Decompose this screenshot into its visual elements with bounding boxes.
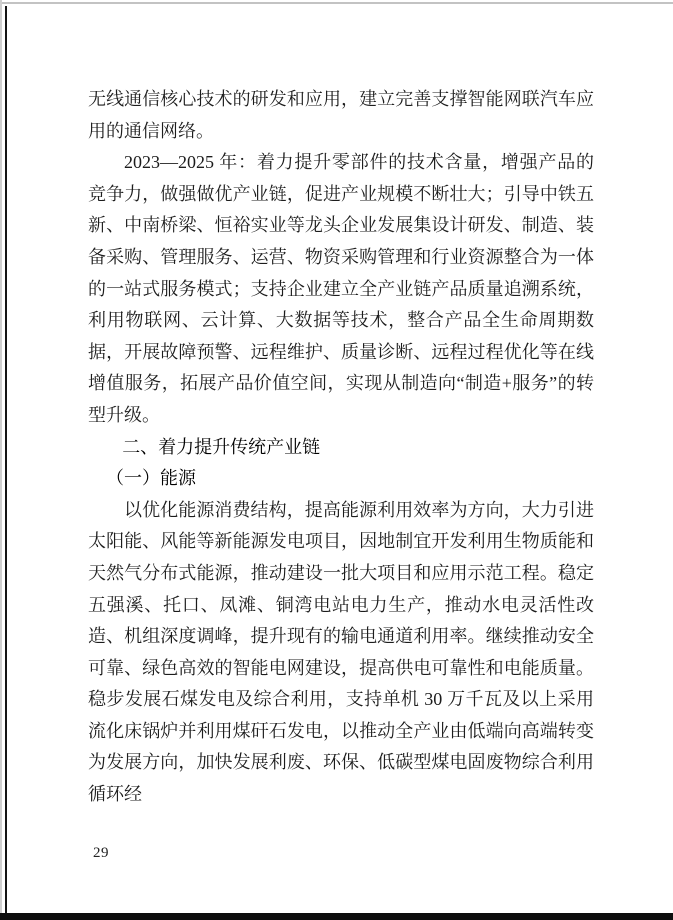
page-left-rule [5, 6, 7, 913]
page-number: 29 [93, 845, 109, 861]
window-border-left [0, 0, 2, 920]
paragraph-energy-development: 以优化能源消费结构，提高能源利用效率为方向，大力引进太阳能、风能等新能源发电项目，因地制宜开发利用生物质能和天然气分布式能源，推动建设一批大项目和应用示范工程。稳定五强溪、托口、凤滩、铜湾电站电力生产，推动水电灵活性改造、机组深度调峰，提升现有的输电通道利用率。继续推动安全可靠、绿色高效的智能电网建设，提高供电可靠性和电能质量。稳步发展石煤发电及综合利用，支持单机 30 万千瓦及以上采用流化床锅炉并利用煤矸石发电，以推动全产业由低端向高端转变为发展方向，加快发展利废、环保、低碳型煤电固废物综合利用循环经 [88, 499, 594, 805]
page-bottom-rule [0, 913, 673, 920]
paragraph-communication-network: 无线通信核心技术的研发和应用，建立完善支撑智能网联汽车应用的通信网络。 [88, 89, 594, 141]
paragraph-2023-2025-plan: 2023—2025 年：着力提升零部件的技术含量，增强产品的竞争力，做强做优产业链，促进产业规模不断壮大；引导中铁五新、中南桥梁、恒裕实业等龙头企业发展集设计研发、制造、装备采购、管理服务、运营、物资采购管理和行业资源整合为一体的一站式服务模式；支持企业建立全产业链产品质量追溯系统，利用物联网、云计算、大数据等技术，整合产品全生命周期数据，开展故障预警、远程维护、质量诊断、远程过程优化等在线增值服务，拓展产品价值空间，实现从制造向“制造+服务”的转型升级。 [88, 152, 594, 425]
subsection-heading-energy: （一）能源 [106, 468, 196, 489]
window-border-top [0, 2, 673, 4]
document-page-content [88, 84, 594, 811]
section-heading-traditional-industry-chain: 二、着力提升传统产业链 [122, 436, 321, 457]
